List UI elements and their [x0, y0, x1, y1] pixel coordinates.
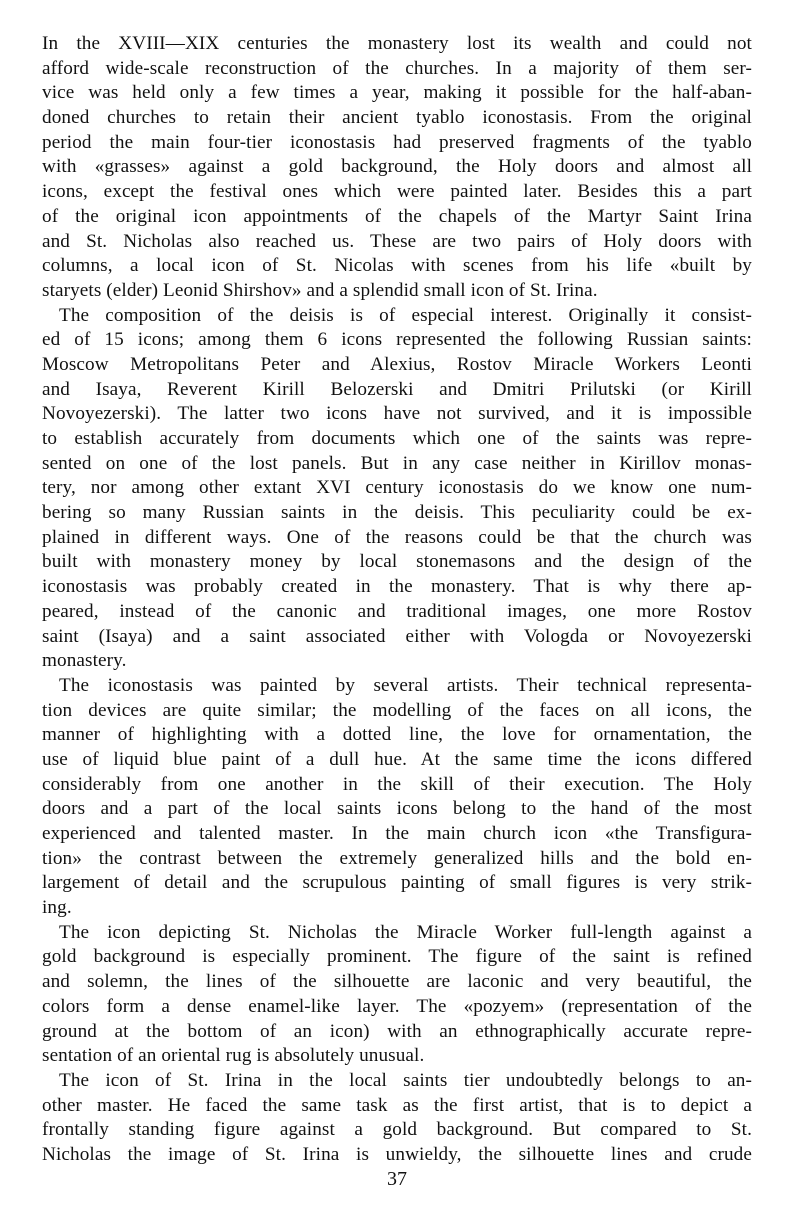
page-number: 37 [387, 1168, 407, 1190]
text-line: Nicholas the image of St. Irina is unwieldy, the silhouette lines and crude [42, 1143, 752, 1165]
text-line: tery, nor among other extant XVI century iconostasis do we know one num- [42, 477, 752, 499]
text-line: period the main four-tier iconostasis had preserved fragments of the tyablo [42, 131, 752, 153]
text-line: and St. Nicholas also reached us. These are two pairs of Holy doors with [42, 230, 752, 252]
text-line: peared, instead of the canonic and traditional images, one more Rostov [42, 600, 752, 622]
text-line: and Isaya, Reverent Kirill Belozerski and Dmitri Prilutski (or Kirill [42, 378, 752, 400]
text-line: gold background is especially prominent. The figure of the saint is refined [42, 946, 752, 968]
text-line: use of liquid blue paint of a dull hue. At the same time the icons differed [42, 748, 752, 770]
text-line: afford wide-scale reconstruction of the churches. In a majority of them ser- [42, 57, 752, 79]
text-line: iconostasis was probably created in the monastery. That is why there ap- [42, 576, 752, 598]
text-line: The composition of the deisis is of especial interest. Originally it consist- [59, 304, 752, 326]
text-line: The icon depicting St. Nicholas the Miracle Worker full-length against a [59, 921, 752, 943]
text-line: built with monastery money by local stonemasons and the design of the [42, 551, 752, 573]
text-line: Moscow Metropolitans Peter and Alexius, Rostov Miracle Workers Leonti [42, 353, 752, 375]
text-line: sented on one of the lost panels. But in any case neither in Kirillov monas- [42, 452, 752, 474]
text-line: ed of 15 icons; among them 6 icons represented the following Russian saints: [42, 329, 752, 351]
text-line: considerably from one another in the skill of their execution. The Holy [42, 773, 752, 795]
text-line: tion devices are quite similar; the modelling of the faces on all icons, the [42, 699, 752, 721]
document-body [42, 32, 752, 1168]
text-line: colors form a dense enamel-like layer. The «pozyem» (representation of the [42, 995, 752, 1017]
text-line: saint (Isaya) and a saint associated either with Vologda or Novoyezerski [42, 625, 752, 647]
text-line: with «grasses» against a gold background, the Holy doors and almost all [42, 156, 752, 178]
text-line: staryets (elder) Leonid Shirshov» and a splendid small icon of St. Irina. [42, 279, 598, 301]
paragraph [42, 674, 752, 921]
text-line: monastery. [42, 650, 127, 672]
text-line: ing. [42, 897, 72, 919]
text-line: largement of detail and the scrupulous painting of small figures is very strik- [42, 872, 752, 894]
text-line: icons, except the festival ones which were painted later. Besides this a part [42, 181, 752, 203]
text-line: sentation of an oriental rug is absolutely unusual. [42, 1045, 425, 1067]
text-line: Novoyezerski). The latter two icons have not survived, and it is impossible [42, 403, 752, 425]
text-line: doned churches to retain their ancient tyablo iconostasis. From the original [42, 107, 752, 129]
text-line: columns, a local icon of St. Nicolas with scenes from his life «built by [42, 255, 752, 277]
text-line: ground at the bottom of an icon) with an ethnographically accurate repre- [42, 1020, 752, 1042]
text-line: and solemn, the lines of the silhouette are laconic and very beautiful, the [42, 971, 752, 993]
text-line: doors and a part of the local saints icons belong to the hand of the most [42, 798, 752, 820]
text-line: experienced and talented master. In the main church icon «the Transfigura- [42, 823, 752, 844]
text-line: other master. He faced the same task as the first artist, that is to depict a [42, 1094, 752, 1116]
paragraph [42, 921, 752, 1069]
text-line: manner of highlighting with a dotted line, the love for ornamentation, the [42, 724, 752, 746]
text-line: plained in different ways. One of the reasons could be that the church was [42, 526, 752, 548]
text-line: vice was held only a few times a year, making it possible for the half-aban- [42, 82, 752, 104]
text-line: of the original icon appointments of the chapels of the Martyr Saint Irina [42, 205, 752, 227]
text-line: The icon of St. Irina in the local saints tier undoubtedly belongs to an- [59, 1069, 752, 1091]
text-line: In the XVIII—XIX centuries the monastery lost its wealth and could not [42, 33, 752, 54]
text-line: The iconostasis was painted by several artists. Their technical representa- [59, 674, 752, 696]
paragraph [42, 32, 752, 304]
paragraph [42, 1069, 752, 1168]
paragraph [42, 304, 752, 674]
text-line: tion» the contrast between the extremely generalized hills and the bold en- [42, 847, 752, 869]
text-line: bering so many Russian saints in the deisis. This peculiarity could be ex- [42, 502, 752, 524]
text-line: to establish accurately from documents which one of the saints was repre- [42, 428, 752, 449]
text-line: frontally standing figure against a gold background. But compared to St. [42, 1119, 752, 1141]
